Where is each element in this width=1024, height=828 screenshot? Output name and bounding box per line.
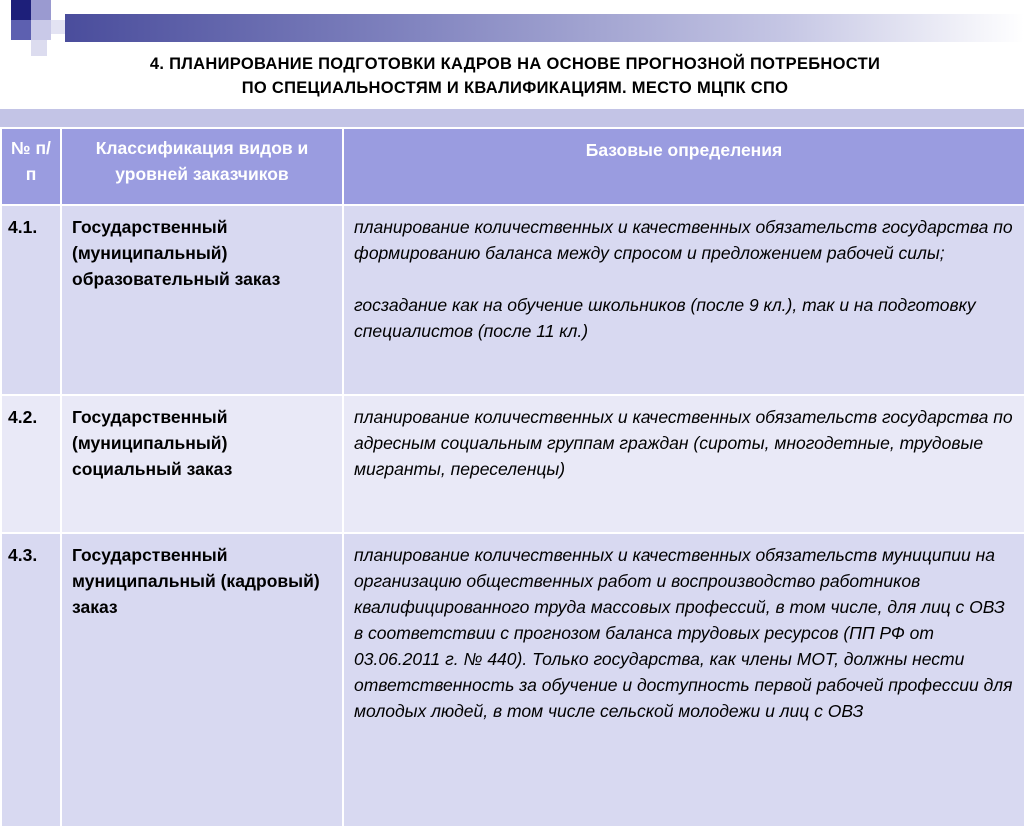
row-classification: Государственный (муниципальный) социальный заказ (61, 395, 343, 533)
decor-square (31, 20, 51, 40)
row-definition (343, 395, 1024, 533)
column-header-number: № п/п (1, 128, 61, 205)
decor-square (11, 0, 31, 20)
decor-square (11, 20, 31, 40)
table-row (1, 533, 1024, 827)
definition-paragraph: госзадание как на обучение школьников (после 9 кл.), так и на подготовку специалистов (после 11 кл.) (354, 295, 976, 341)
header-gradient-bar (65, 14, 1024, 42)
decor-square (51, 20, 65, 34)
definition-paragraph: планирование количественных и качественных обязательств государства по формированию баланса между спросом и предложением рабочей силы; (354, 217, 1013, 263)
definitions-table (0, 127, 1024, 828)
table-header-row (1, 128, 1024, 205)
row-number: 4.1. (1, 205, 61, 395)
definition-paragraph: планирование количественных и качественных обязательств муниципии на организацию общественных работ и воспроизводство работников квалифицированного труда массовых профессий, в том числе, для лиц с ОВЗ в соответствии с прогнозом баланса трудовых ресурсов (ПП РФ от 03.06.2011 г. № 440). Только государства, как члены МОТ, должны нести ответственность за обучение и доступность первой рабочей профессии для молодых людей, в том числе сельской молодежи и лиц с ОВЗ (354, 545, 1013, 721)
slide-title (40, 52, 990, 100)
row-number: 4.2. (1, 395, 61, 533)
slide-title-line-1: 4. ПЛАНИРОВАНИЕ ПОДГОТОВКИ КАДРОВ НА ОСНОВЕ ПРОГНОЗНОЙ ПОТРЕБНОСТИ (149, 55, 881, 73)
table-row (1, 395, 1024, 533)
row-classification: Государственный (муниципальный) образовательный заказ (61, 205, 343, 395)
column-header-classification: Классификация видов и уровней заказчиков (61, 128, 343, 205)
row-number: 4.3. (1, 533, 61, 827)
row-definition (343, 205, 1024, 395)
row-definition (343, 533, 1024, 827)
definition-paragraph: планирование количественных и качественных обязательств государства по адресным социальным группам граждан (сироты, многодетные, трудовые мигранты, переселенцы) (354, 407, 1013, 479)
column-header-definitions: Базовые определения (343, 128, 1024, 205)
title-underline-bar (0, 109, 1024, 127)
row-classification: Государственный муниципальный (кадровый) заказ (61, 533, 343, 827)
table-row (1, 205, 1024, 395)
decor-square (31, 0, 51, 20)
slide-title-line-2: ПО СПЕЦИАЛЬНОСТЯМ И КВАЛИФИКАЦИЯМ. МЕСТО МЦПК СПО (241, 79, 789, 97)
